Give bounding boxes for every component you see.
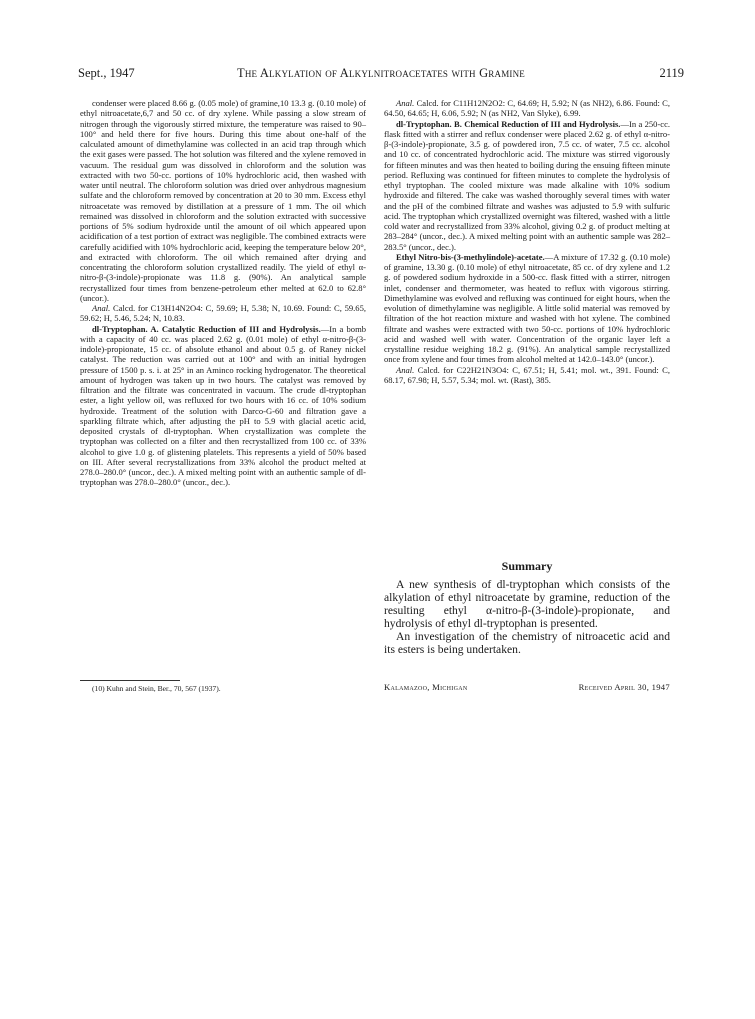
- section-heading: Ethyl Nitro-bis-(3-methylindole)-acetate.: [396, 251, 545, 262]
- section-heading: dl-Tryptophan. A. Catalytic Reduction of III and Hydrolysis.: [92, 323, 321, 334]
- summary-body: [384, 579, 670, 656]
- summary-paragraph: A new synthesis of dl-tryptophan which consists of the alkylation of ethyl nitroacetate by gramine, reduction of the resulting ethyl α-nitro-β-(3-indole)-propionate, and hydrolysis of ethyl dl-tryptophan is presented.: [384, 578, 670, 630]
- section-text: —In a bomb with a capacity of 40 cc. was placed 2.62 g. (0.01 mole) of ethyl α-nitro-β-(3-indole)-propionate, 15 cc. of absolute ethanol and about 0.5 g. of Raney nickel catalyst. The reduction was carried out at 100° and with an initial hydrogen pressure of 1500 p. s. i. at 25° in an Aminco rocking hydrogenator. The theoretical amount of hydrogen was taken up in two hours. The catalyst was removed by filtration and the filtrate was concentrated in vacuum. The crude dl-tryptophan ester, a light yellow oil, was refluxed for two hours with 16 cc. of 10% sodium hydroxide. Treatment of the solution with Darco-G-60 and filtration gave a sparkling filtrate which, after adjusting the pH to 5.9 with glacial acetic acid, deposited crystals of dl-tryptophan. When crystallization was complete the tryptophan was collected on a filter and then recrystallized from 100 cc. of 33% alcohol to give 1.0 g. of glistening platelets. This represents a yield of 50% based on III. After several recrystallizations from 33% alcohol the product melted at 278.0–280.0° (uncor., dec.). A mixed melting point with an authentic sample of dl-tryptophan was 278.0–280.0° (uncor., dec.).: [80, 323, 366, 488]
- section-tryptophan-b: [384, 119, 670, 252]
- left-column: [80, 98, 366, 488]
- analysis-paragraph: [384, 98, 670, 119]
- header-date: Sept., 1947: [78, 66, 135, 80]
- analysis-paragraph: [384, 365, 670, 386]
- section-ethyl-nitro-bis: [384, 252, 670, 365]
- running-title: The Alkylation of Alkylnitroacetates with Gramine: [236, 66, 525, 80]
- footnote-divider: [80, 680, 180, 681]
- section-heading: dl-Tryptophan. B. Chemical Reduction of III and Hydrolysis.: [396, 118, 621, 129]
- analysis-label: Anal.: [92, 303, 111, 313]
- summary-paragraph: An investigation of the chemistry of nitroacetic acid and its esters is being undertaken.: [384, 629, 670, 656]
- section-text: —A mixture of 17.32 g. (0.10 mole) of gramine, 13.30 g. (0.10 mole) of ethyl nitroacetate, 85 cc. of dry xylene and 1.2 g. of powdered sodium hydroxide in a 500-cc. flask fitted with a stirrer, nitrogen inlet, condenser and thermometer, was heated to reflux with vigorous stirring. Dimethylamine was evolved and refluxing was continued for eight hours, when the evolution of dimethylamine was negligible. A little solid material was removed by filtration of the hot reaction mixture and washed with hot xylene. The combined filtrate and washes were extracted with two 50-cc. portions of 10% hydrochloric acid and washed well with water. Concentration of the organic layer left a crystalline residue weighing 18.2 g. (91%). An analytical sample recrystallized once from xylene and four times from alcohol melted at 142.0–143.0° (uncor.).: [384, 251, 670, 365]
- analysis-label: Anal.: [396, 364, 415, 375]
- analysis-text: Calcd. for C13H14N2O4: C, 59.69; H, 5.38; N, 10.69. Found: C, 59.65, 59.62; H, 5.46, 5.24; N, 10.83.: [80, 303, 366, 324]
- summary-heading: Summary: [501, 559, 553, 573]
- analysis-text: Calcd. for C22H21N3O4: C, 67.51; H, 5.41; mol. wt., 391. Found: C, 68.17, 67.98; H, 5.57, 5.34; mol. wt. (Rast), 385.: [384, 364, 670, 385]
- right-column: [384, 98, 670, 385]
- analysis-text: Calcd. for C11H12N2O2: C, 64.69; H, 5.92; N (as NH2), 6.86. Found: C, 64.50, 64.65; H, 6.06, 5.92; N (as NH2, Van Slyke), 6.99.: [384, 98, 670, 119]
- page-number: 2119: [659, 66, 684, 80]
- section-tryptophan-a: [80, 324, 366, 488]
- analysis-label: Anal.: [396, 98, 415, 108]
- author-location: Kalamazoo, Michigan: [384, 682, 468, 692]
- page-header: [78, 66, 684, 82]
- analysis-paragraph: [80, 303, 366, 324]
- received-date: Received April 30, 1947: [578, 682, 670, 692]
- footnote: (10) Kuhn and Stein, Ber., 70, 567 (1937).: [92, 684, 221, 693]
- section-text: —In a 250-cc. flask fitted with a stirrer and reflux condenser were placed 2.62 g. of ethyl α-nitro-β-(3-indole)-propionate, 3.5 g. of powdered iron, 7.5 cc. of water, 7.5 cc. alcohol and 10 cc. of concentrated hydrochloric acid. The mixture was stirred vigorously for fifteen minutes and was then heated to boiling during the ensuing fifteen minute period. Refluxing was continued for fifteen minutes to complete the hydrolysis of ethyl tryptophan. The cooled mixture was made alkaline with 10% sodium hydroxide and filtered. The cake was washed thoroughly several times with water and the pH of the combined filtrate and washes was adjusted to 5.9 with sulfuric acid. The tryptophan which crystallized overnight was filtered, washed with a little cold water and recrystallized from 33% alcohol, giving 0.2 g. of product melting at 283–284° (uncor., dec.). A mixed melting point with an authentic sample was 282–283.5° (uncor., dec.).: [384, 118, 671, 252]
- procedure-paragraph: condenser were placed 8.66 g. (0.05 mole) of gramine,10 13.3 g. (0.10 mole) of ethyl nitroacetate,6,7 and 50 cc. of dry xylene. While passing a slow stream of nitrogen through the vigorously stirred mixture, the temperature was raised to 90–100° and held there for five hours. During this time about one-half of the calculated amount of dimethylamine was collected in an acid trap through which the exit gases were passed. The hot solution was filtered and the xylene removed in vacuum. The residual gum was dissolved in chloroform and the solution was extracted with two 50-cc. portions of 10% hydrochloric acid, then washed with water until neutral. The chloroform solution was dried over anhydrous magnesium sulfate and the chloroform removed by concentration at 20 to 30 mm. Excess ethyl nitroacetate was removed by distillation at a pressure of 1 mm. The oil which remained was dissolved in chloroform and the solution extracted with successive portions of 5% sodium hydroxide until the amount of oil which appeared upon acidification of a test portion of extract was negligible. The combined extracts were carefully acidified with 10% hydrochloric acid, keeping the temperature below 20°, and extracted with chloroform. The oil which remained after drying and concentrating the chloroform solution crystallized readily. The yield of ethyl α-nitro-β-(3-indole)-propionate was 11.8 g. (90%). An analytical sample recrystallized four times from benzene-petroleum ether melted at 62.0 to 62.8° (uncor.).: [80, 98, 366, 303]
